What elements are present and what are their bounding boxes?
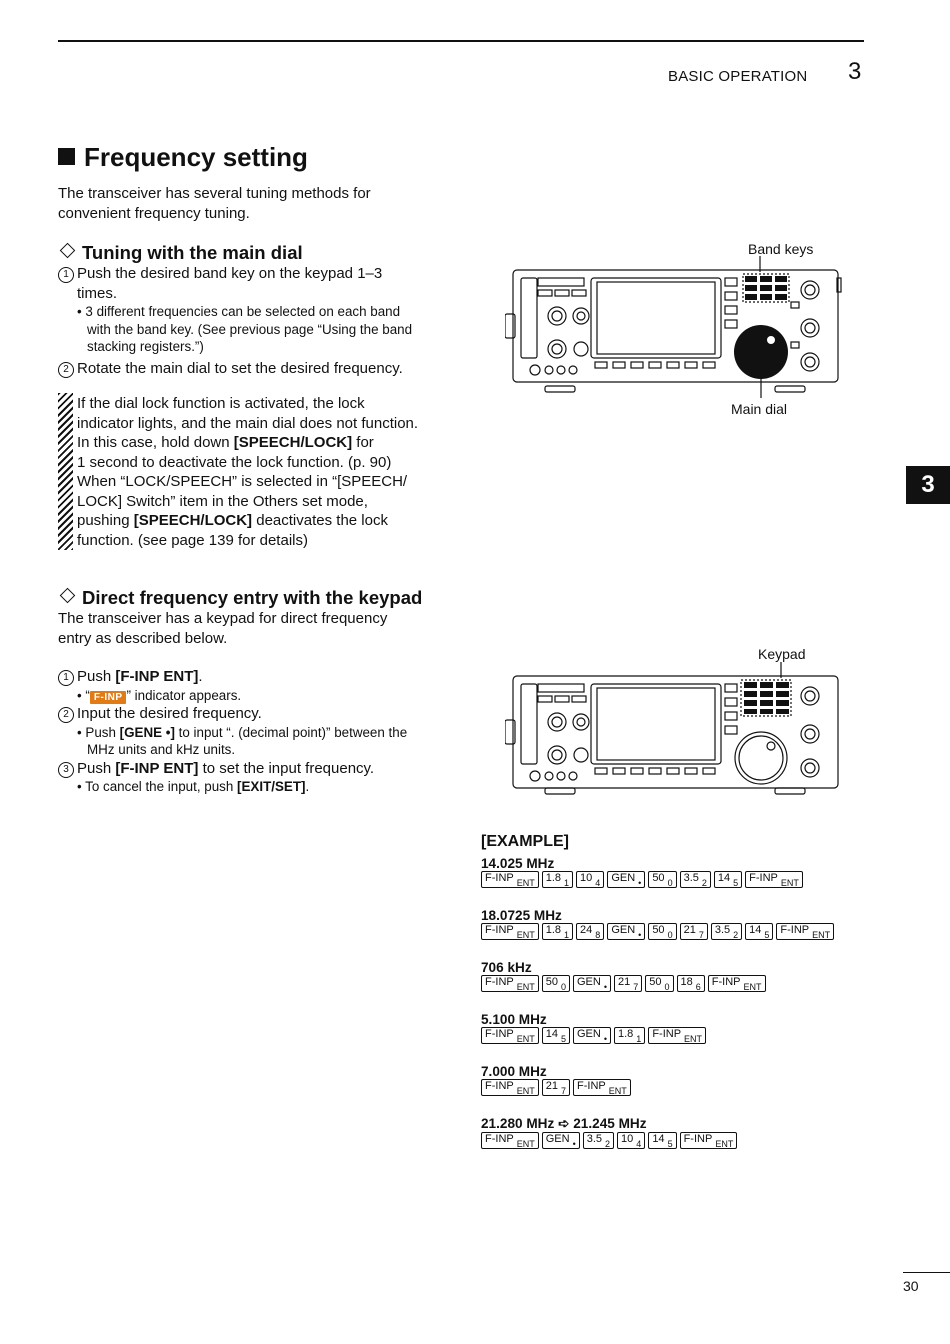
diamond-icon: [60, 243, 76, 259]
keypad-key: [576, 871, 604, 888]
key-main-label: GEN: [545, 1133, 570, 1145]
keypad-key: [573, 1027, 611, 1044]
key-main-label: 3.5: [714, 924, 731, 936]
keypad-key: [680, 871, 711, 888]
key-sub-label: 5: [764, 930, 770, 940]
page-title: Frequency setting: [58, 142, 308, 173]
transceiver-figure-1: [505, 256, 845, 398]
key-main-label: 50: [652, 924, 665, 936]
example-title: 21.280 MHz ➪ 21.245 MHz: [481, 1116, 647, 1131]
key-main-label: 18: [680, 976, 693, 988]
example-item: [481, 960, 901, 995]
key-sequence: [481, 923, 901, 940]
keypad-key: [776, 923, 834, 940]
main-dial-label: Main dial: [731, 401, 788, 417]
key-main-label: F-INP: [683, 1133, 713, 1145]
key-sub-label: 5: [560, 1034, 566, 1044]
key-sub-label: •: [572, 1139, 576, 1149]
key-main-label: 21: [618, 976, 631, 988]
key-sub-label: 0: [667, 930, 673, 940]
square-bullet-icon: [58, 148, 75, 165]
key-main-label: 10: [621, 1133, 634, 1145]
dial-heading: Tuning with the main dial: [58, 242, 303, 264]
keypad-key: [645, 975, 673, 992]
keypad-key: [745, 923, 773, 940]
key-sub-label: 0: [667, 878, 673, 888]
note-hatch-icon: [58, 393, 73, 550]
key-main-label: 50: [545, 976, 558, 988]
key-main-label: 50: [649, 976, 662, 988]
keypad-key: [711, 923, 742, 940]
step-number-icon: 3: [58, 762, 74, 778]
keypad-key: [648, 1132, 676, 1149]
keypad-key: [573, 975, 611, 992]
key-sub-label: 1: [636, 1034, 642, 1044]
key-main-label: 21: [683, 924, 696, 936]
keypad-key: [576, 923, 604, 940]
key-main-label: GEN: [611, 872, 636, 884]
keypad-key: [745, 871, 803, 888]
key-main-label: 14: [717, 872, 731, 884]
key-sub-label: •: [638, 878, 642, 888]
key-main-label: F-INP: [711, 976, 741, 988]
key-sub-label: 7: [633, 982, 639, 992]
keypad-key: [714, 871, 742, 888]
keypad-key: [648, 871, 676, 888]
key-main-label: GEN: [611, 924, 636, 936]
key-sub-label: ENT: [516, 982, 535, 992]
key-main-label: GEN: [577, 1028, 601, 1040]
dial-step-2: 2 Rotate the main dial to set the desired frequency.: [58, 359, 448, 379]
key-sub-label: 0: [664, 982, 670, 992]
example-title: 14.025 MHz: [481, 856, 555, 871]
key-main-label: GEN: [577, 976, 601, 988]
key-sub-label: •: [638, 930, 642, 940]
key-sub-label: 2: [733, 930, 739, 940]
keypad-key: [648, 923, 676, 940]
key-sub-label: ENT: [743, 982, 762, 992]
key-main-label: 1.8: [545, 924, 562, 936]
dial-step-1-bullet: • 3 different frequencies can be selected on each band with the band key. (See previous page “Using the band stacking registers.”): [77, 304, 413, 354]
intro-text: The transceiver has several tuning methods for convenient frequency tuning.: [58, 185, 371, 222]
key-main-label: F-INP: [485, 1080, 514, 1092]
step-number-icon: 1: [58, 267, 74, 283]
example-list: [481, 856, 901, 1151]
key-sub-label: •: [603, 1034, 607, 1044]
key-sub-label: 4: [595, 878, 601, 888]
key-sub-label: 2: [605, 1139, 611, 1149]
key-sub-label: 5: [667, 1139, 673, 1149]
example-title: 18.0725 MHz: [481, 908, 562, 923]
key-main-label: F-INP: [749, 872, 778, 884]
key-sub-label: ENT: [516, 878, 535, 888]
example-title: 7.000 MHz: [481, 1064, 547, 1079]
key-sub-label: 8: [595, 930, 601, 940]
key-sequence: [481, 1027, 901, 1044]
keypad-steps: 1 Push [F-INP ENT]. • “ F-INP ” indicator appears. 2 Input the desired frequency. • Push [GENE •] to input “. (decimal point)” between the MHz units and kHz units. 3 Push [F-INP ENT] to set the input frequency. • To cancel the input, push [EXIT/SET].: [58, 667, 458, 796]
footer-rule: [903, 1272, 950, 1273]
key-sequence: [481, 871, 901, 888]
keypad-key: [542, 871, 573, 888]
key-sub-label: ENT: [516, 1034, 535, 1044]
keypad-key: [680, 923, 708, 940]
chapter-number: 3: [848, 58, 862, 85]
keypad-key: [481, 1079, 539, 1096]
key-main-label: F-INP: [485, 1028, 514, 1040]
page-number: 30: [903, 1278, 919, 1294]
key-sub-label: ENT: [608, 1086, 627, 1096]
transceiver-figure-2: [505, 662, 845, 798]
keypad-key: [573, 1079, 631, 1096]
key-main-label: 14: [749, 924, 762, 936]
dial-note: If the dial lock function is activated, the lock indicator lights, and the main dial does not function. In this case, hold down [SPEECH/LOCK] for 1 second to deactivate the lock function. (p. 90) When “LOCK/SPEECH” is selected in “[SPEECH/ LOCK] Switch” item in the Others set mode, pushing [SPEECH/LOCK] deactivates the lock function. (see page 139 for details): [77, 395, 419, 549]
key-main-label: 14: [545, 1028, 558, 1040]
keypad-key: [542, 923, 573, 940]
key-sequence: [481, 975, 901, 992]
keypad-key: [680, 1132, 738, 1149]
keypad-key: [542, 1132, 580, 1149]
key-sequence: [481, 1079, 901, 1096]
keypad-key: [583, 1132, 614, 1149]
f-inp-indicator: F-INP: [90, 691, 127, 704]
keypad-key: [481, 923, 539, 940]
example-item: [481, 1012, 901, 1047]
keypad-key: [542, 1027, 570, 1044]
key-sub-label: •: [603, 982, 607, 992]
keypad-key: [542, 975, 570, 992]
key-main-label: 3.5: [586, 1133, 603, 1145]
dial-step-1: 1 Push the desired band key on the keypad 1–3: [58, 264, 448, 284]
keypad-key: [614, 1027, 645, 1044]
key-sub-label: 1: [564, 930, 570, 940]
step-number-icon: 2: [58, 362, 74, 378]
keypad-key: [607, 871, 645, 888]
key-main-label: 50: [652, 872, 665, 884]
key-sub-label: ENT: [684, 1034, 703, 1044]
keypad-key: [648, 1027, 706, 1044]
diamond-icon: [60, 588, 76, 604]
key-main-label: 24: [580, 924, 593, 936]
keypad-key: [614, 975, 642, 992]
keypad-label: Keypad: [758, 646, 806, 662]
key-main-label: 1.8: [618, 1028, 634, 1040]
key-sub-label: 2: [701, 878, 707, 888]
key-sub-label: ENT: [780, 878, 799, 888]
example-item: [481, 908, 901, 943]
key-main-label: F-INP: [485, 976, 514, 988]
example-title: 5.100 MHz: [481, 1012, 547, 1027]
key-sub-label: ENT: [715, 1139, 734, 1149]
key-main-label: 3.5: [683, 872, 699, 884]
keypad-key: [677, 975, 705, 992]
chapter-side-tab: 3: [906, 466, 950, 504]
header-rule: [58, 40, 864, 42]
key-main-label: F-INP: [485, 1133, 514, 1145]
keypad-key: [708, 975, 766, 992]
keypad-key: [542, 1079, 570, 1096]
key-main-label: F-INP: [780, 924, 810, 936]
key-sequence: [481, 1132, 901, 1149]
key-sub-label: 4: [636, 1139, 642, 1149]
dial-steps: 1 Push the desired band key on the keypad 1–3 times. • 3 different frequencies can be selected on each band with the band key. (See previous page “Using the band stacking registers.”) 2 Rotate the main dial to set the desired frequency.: [58, 264, 448, 378]
keypad-heading: Direct frequency entry with the keypad: [58, 587, 422, 609]
key-main-label: 10: [580, 872, 593, 884]
key-sub-label: 0: [560, 982, 566, 992]
keypad-key: [481, 975, 539, 992]
key-main-label: F-INP: [485, 872, 514, 884]
key-main-label: F-INP: [652, 1028, 682, 1040]
section-title: BASIC OPERATION: [668, 68, 808, 85]
key-main-label: F-INP: [577, 1080, 606, 1092]
key-sub-label: 5: [733, 878, 739, 888]
keypad-key: [481, 1132, 539, 1149]
key-sub-label: ENT: [516, 930, 535, 940]
step-number-icon: 2: [58, 707, 74, 723]
keypad-key: [607, 923, 645, 940]
example-heading: [EXAMPLE]: [481, 833, 569, 850]
key-main-label: 14: [652, 1133, 665, 1145]
example-item: [481, 856, 901, 891]
keypad-key: [481, 1027, 539, 1044]
key-sub-label: ENT: [516, 1086, 535, 1096]
keypad-key: [617, 1132, 645, 1149]
key-sub-label: 7: [560, 1086, 566, 1096]
example-item: [481, 1064, 901, 1099]
step-number-icon: 1: [58, 670, 74, 686]
key-sub-label: ENT: [516, 1139, 535, 1149]
example-item: [481, 1116, 901, 1151]
band-keys-label: Band keys: [748, 241, 814, 257]
example-title: 706 kHz: [481, 960, 532, 975]
key-main-label: F-INP: [485, 924, 514, 936]
key-sub-label: 6: [695, 982, 701, 992]
key-sub-label: ENT: [812, 930, 831, 940]
key-main-label: 21: [545, 1080, 558, 1092]
key-main-label: 1.8: [545, 872, 562, 884]
keypad-intro: The transceiver has a keypad for direct frequency entry as described below.: [58, 610, 388, 647]
key-sub-label: 7: [698, 930, 704, 940]
keypad-key: [481, 871, 539, 888]
key-sub-label: 1: [564, 878, 570, 888]
